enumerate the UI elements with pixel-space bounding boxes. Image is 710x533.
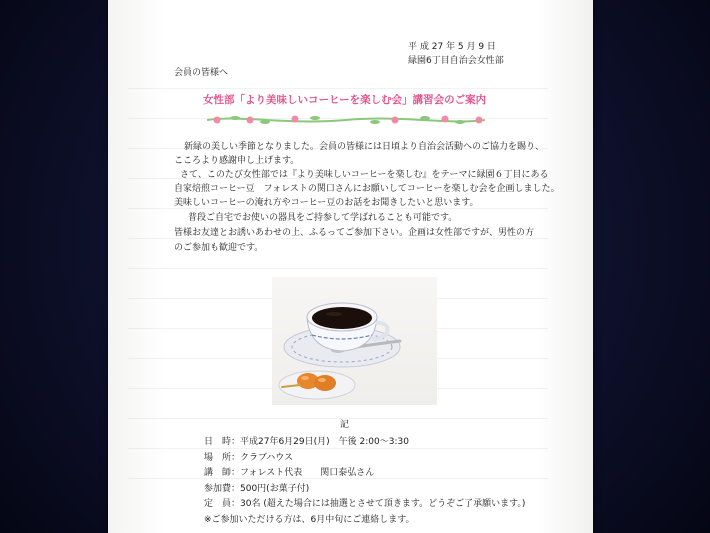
document-page [108,0,593,533]
detail-capacity: 定 員：30名 (超えた場合には抽選とさせて頂きます。どうぞご了承願います。) [204,499,526,509]
details-heading: 記 [340,420,350,430]
body-line: 美味しいコーヒーの淹れ方やコーヒー豆のお話をお聞きしたいと思います。 [174,198,479,208]
paper-show-through [128,0,578,533]
coffee-photo [272,277,437,405]
issue-date: 平 成 27 年 5 月 9 日 [408,42,496,52]
detail-fee: 参加費：500円(お菓子付) [204,484,310,494]
body-line: さて、このたび女性部では『より美味しいコーヒーを楽しむ』をテーマに緑園６丁目にある [180,170,549,180]
body-line: 自家焙煎コーヒー豆 フォレストの関口さんにお願いしてコーヒーを楽しむ会を企画しました。 [174,184,560,194]
body-line: こころより感謝申し上げます。 [174,156,300,166]
page-title: 女性部「より美味しいコーヒーを楽しむ会」講習会のご案内 [203,94,487,106]
addressee: 会員の皆様へ [174,68,229,78]
body-line: 新緑の美しい季節となりました。会員の皆様には日頃より自治会活動へのご協力を賜り、 [184,142,545,152]
sender-name: 緑園6丁目自治会女性部 [408,56,504,66]
decorative-vine [205,113,487,127]
detail-lecturer: 講 師：フォレスト代表 関口泰弘さん [204,468,375,478]
detail-datetime: 日 時：平成27年6月29日(月) 午後 2:00～3:30 [204,437,409,447]
detail-note: ※ご参加いただける方は、6月中旬にご連絡します。 [204,515,415,525]
detail-venue: 場 所：クラブハウス [204,453,294,463]
body-line: のご参加も歓迎です。 [174,243,264,253]
body-line: 皆様お友達とお誘いあわせの上、ふるってご参加下さい。企画は女性部ですが、男性の方 [174,228,535,238]
body-line: 普段ご自宅でお使いの器具をご持参して学ばれることも可能です。 [188,213,458,223]
